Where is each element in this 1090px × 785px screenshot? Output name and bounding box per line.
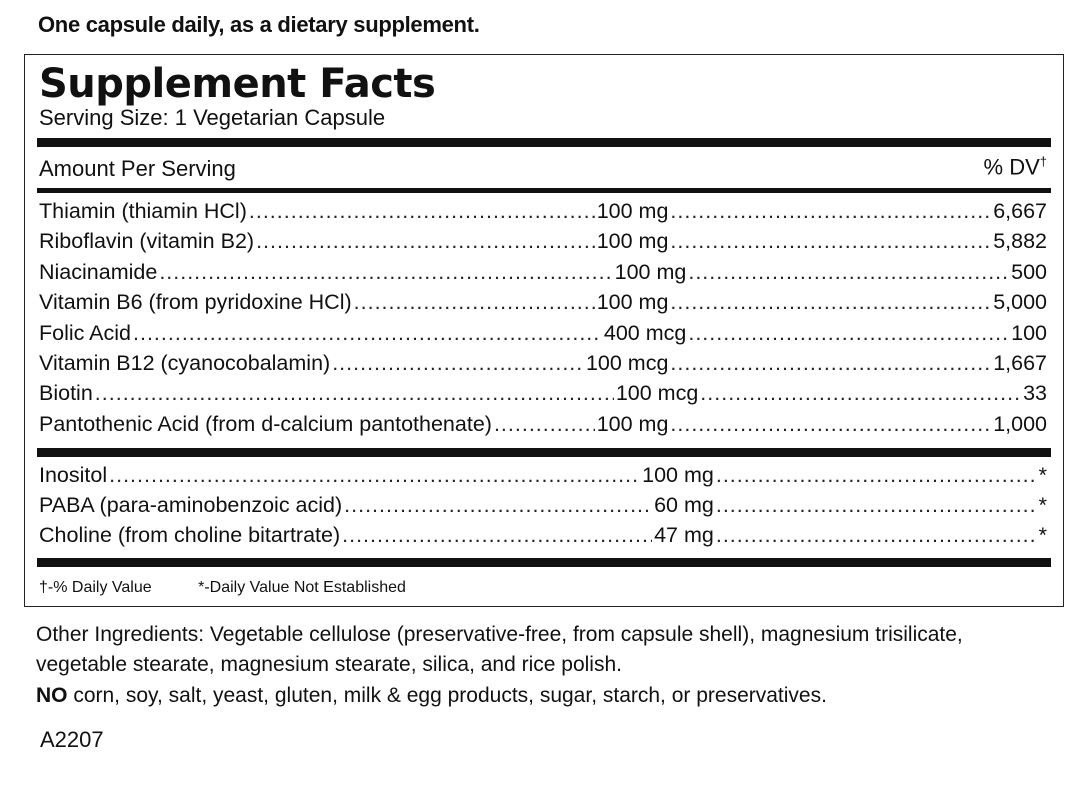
- amount-column: [597, 229, 994, 254]
- footnote-not-established: *-Daily Value Not Established: [198, 579, 406, 596]
- nutrient-row: [39, 381, 1047, 411]
- nutrient-name: Vitamin B6 (from pyridoxine HCl): [39, 290, 352, 315]
- nutrient-dv: 1,667: [993, 351, 1047, 375]
- nutrient-name: Inositol: [39, 463, 108, 487]
- nutrient-row: [39, 199, 1047, 229]
- leader-dots: [670, 229, 991, 254]
- nutrient-row: [39, 321, 1047, 351]
- nutrient-amount: 100 mg: [596, 229, 669, 254]
- nutrient-row: [39, 523, 1047, 553]
- nutrient-name: Folic Acid: [39, 320, 132, 345]
- footnote-daily-value: †-% Daily Value: [39, 579, 152, 596]
- dv-header-text: % DV: [983, 154, 1040, 180]
- amount-column: [616, 381, 1023, 406]
- nutrient-row: [39, 351, 1047, 381]
- leader-dots: [344, 493, 652, 518]
- leader-dots: [109, 463, 640, 488]
- nutrient-amount: 47 mg: [654, 523, 714, 547]
- allergen-statement: [36, 684, 827, 708]
- leader-dots: [688, 260, 1009, 285]
- leader-dots: [670, 290, 991, 315]
- nutrient-amount: 100 mcg: [615, 381, 699, 406]
- nutrient-amount: 100 mg: [596, 199, 669, 223]
- nutrient-name: Vitamin B12 (cyanocobalamin): [39, 351, 331, 375]
- leader-dots: [716, 493, 1037, 518]
- other-ingredients: Other Ingredients: Vegetable cellulose (preservative-free, from capsule shell), magnesium trisilicate, vegetable stearate, magnesium stearate, silica, and rice polish.: [36, 623, 963, 676]
- leader-dots: [133, 321, 602, 346]
- nutrient-amount: 60 mg: [654, 493, 714, 517]
- amount-column: [642, 463, 1039, 488]
- product-code: A2207: [40, 727, 104, 752]
- leader-dots: [670, 412, 991, 437]
- nutrient-amount: 100 mg: [596, 411, 669, 436]
- nutrient-dv: 5,882: [993, 229, 1047, 254]
- nutrient-dv: 500: [1011, 259, 1047, 284]
- amount-column: [604, 321, 1011, 346]
- amount-column: [654, 493, 1039, 518]
- amount-column: [597, 199, 994, 224]
- nutrient-amount: 100 mg: [642, 463, 714, 487]
- allergen-list: corn, soy, salt, yeast, gluten, milk & egg products, sugar, starch, or preservatives.: [67, 684, 827, 707]
- dv-marker: †: [1039, 154, 1047, 169]
- leader-dots: [688, 321, 1009, 346]
- leader-dots: [249, 199, 595, 224]
- dv-header: [984, 154, 1047, 180]
- nutrient-amount: 100 mcg: [585, 351, 669, 375]
- nutrient-name: Pantothenic Acid (from d-calcium pantothenate): [39, 411, 492, 436]
- amount-column: [615, 260, 1012, 285]
- nutrient-row: [39, 412, 1047, 442]
- nutrient-row: [39, 463, 1047, 493]
- nutrient-dv: 6,667: [993, 199, 1047, 223]
- nutrient-row: [39, 493, 1047, 523]
- nutrient-amount: 100 mg: [614, 259, 687, 284]
- supplement-facts-panel: [24, 54, 1064, 607]
- amount-column: [597, 290, 994, 315]
- leader-dots: [700, 381, 1021, 406]
- divider-medium: [37, 188, 1051, 193]
- leader-dots: [332, 351, 584, 376]
- divider-thick: [37, 448, 1051, 457]
- nutrient-name: Riboflavin (vitamin B2): [39, 229, 255, 254]
- nutrient-row: [39, 290, 1047, 320]
- nutrient-dv: *: [1038, 523, 1047, 547]
- leader-dots: [670, 351, 991, 376]
- nutrient-amount: 100 mg: [596, 290, 669, 315]
- leader-dots: [494, 412, 595, 437]
- leader-dots: [256, 229, 595, 254]
- leader-dots: [716, 523, 1037, 548]
- leader-dots: [670, 199, 991, 224]
- leader-dots: [354, 290, 595, 315]
- amount-column: [586, 351, 993, 376]
- leader-dots: [159, 260, 612, 285]
- nutrient-dv: 33: [1023, 381, 1047, 406]
- nutrient-dv: 100: [1011, 320, 1047, 345]
- serving-size: Serving Size: 1 Vegetarian Capsule: [39, 105, 386, 130]
- nutrient-name: PABA (para-aminobenzoic acid): [39, 493, 343, 517]
- amount-column: [654, 523, 1039, 548]
- amount-column: [597, 412, 994, 437]
- nutrient-name: Biotin: [39, 381, 93, 406]
- nutrient-amount: 400 mcg: [603, 320, 687, 345]
- allergen-no-prefix: NO: [36, 684, 68, 707]
- facts-title: Supplement Facts: [39, 61, 436, 107]
- nutrient-row: [39, 260, 1047, 290]
- nutrient-dv: 5,000: [993, 290, 1047, 315]
- divider-thick: [37, 558, 1051, 567]
- leader-dots: [342, 523, 652, 548]
- leader-dots: [716, 463, 1037, 488]
- divider-thick: [37, 138, 1051, 147]
- nutrient-name: Thiamin (thiamin HCl): [39, 199, 247, 223]
- leader-dots: [95, 381, 614, 406]
- nutrient-dv: *: [1038, 493, 1047, 517]
- directions-text: One capsule daily, as a dietary supplement.: [38, 12, 480, 37]
- nutrient-dv: *: [1038, 463, 1047, 487]
- nutrient-row: [39, 229, 1047, 259]
- nutrient-name: Choline (from choline bitartrate): [39, 523, 341, 547]
- footnotes: [39, 579, 448, 597]
- nutrient-name: Niacinamide: [39, 259, 158, 284]
- nutrient-dv: 1,000: [993, 411, 1047, 436]
- amount-per-serving-label: Amount Per Serving: [39, 156, 236, 181]
